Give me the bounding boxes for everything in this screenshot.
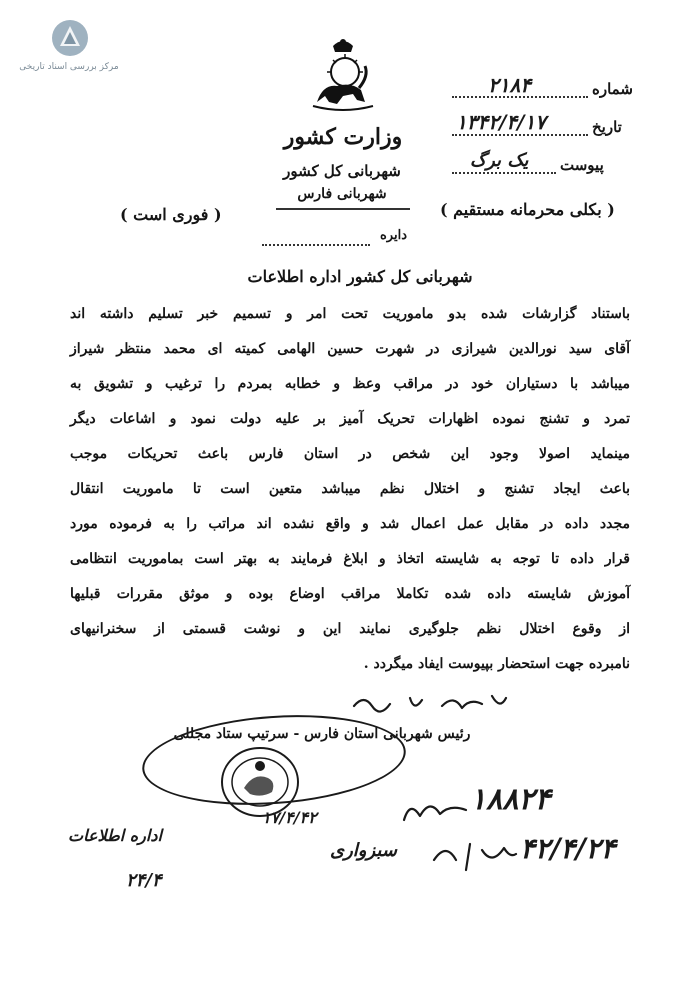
- number-value: ۲۱۸۴: [488, 73, 531, 97]
- signature-block: رئیس شهربانی استان فارس - سرتیپ ستاد مجللی: [173, 726, 471, 742]
- date-value: ۱۳۴۲/۴/۱۷: [456, 110, 546, 134]
- watermark-text: مرکز بررسی اسناد تاریخی: [19, 62, 119, 72]
- handwritten-date-scribble-icon: [430, 836, 520, 876]
- letter-title: شهربانی کل کشور اداره اطلاعات: [247, 267, 473, 286]
- header-divider: [276, 208, 410, 210]
- body-line: آموزش شایسته داده شده تکاملا مراقب اوضاع بوده و موثق مقررات قبلیها: [70, 586, 630, 602]
- attachment-value: یک برگ: [470, 150, 529, 171]
- body-line-last: نامبرده جهت استحضار بپیوست ایفاد میگردد .: [363, 656, 630, 672]
- body-line: میباشد با دستیاران خود در مراقب وعظ و خطابه بمردم را ترغیب و تشویق به: [70, 376, 630, 392]
- classification-notice: ( بکلی محرمانه مستقیم ): [440, 200, 615, 219]
- body-line: تمرد و تشنج نموده اظهارات تحریک آمیز بر علیه دولت نمود و اشاعات دیگر: [70, 411, 630, 427]
- national-police-line: شهربانی کل کشور: [283, 162, 401, 180]
- handwritten-squiggle-icon: [350, 688, 510, 718]
- handwritten-left-date: ۲۴/۴: [126, 870, 162, 891]
- handwritten-initials: اداره اطلاعات: [68, 826, 162, 845]
- body-line: از وقوع اختلال نظم جلوگیری نمایند این و نوشت قسمتی از سخنرانیهای: [70, 621, 630, 637]
- body-line: مجدد داده در مقابل عمل اعمال شد و واقع نشده اند مراتب را به فرموده مورد: [70, 516, 630, 532]
- body-line: آقای سید نورالدین شیرازی در شهرت حسین الهامی کمیته ای محمد منتظر شیراز: [70, 341, 630, 357]
- ministry-name: وزارت کشور: [283, 124, 403, 150]
- handwritten-number: ۱۸۸۲۴: [470, 782, 551, 817]
- registration-scribble-icon: [400, 790, 470, 830]
- handwritten-date: ۴۲/۴/۲۴: [520, 832, 616, 865]
- stamp-date: ۱۷/۴/۴۲: [262, 808, 317, 827]
- urgent-notice: ( فوری است ): [120, 205, 222, 224]
- body-line: باستناد گزارشات شده بدو ماموریت تحت امر و تسمیم خبر تسلیم داشته اند: [70, 306, 630, 322]
- date-dotline: [452, 134, 588, 136]
- number-label: شماره: [592, 80, 633, 98]
- lion-and-sun-emblem-icon: [303, 36, 383, 116]
- office-dotline: [262, 244, 370, 246]
- body-line: قرار داده تا توجه به شایسته اتخاذ و ابلاغ فرمایند به بهتر است بماموریت انتظامی: [70, 551, 630, 567]
- handwritten-note: سبزواری: [330, 840, 397, 861]
- archive-logo-icon: [50, 18, 90, 58]
- date-label: تاریخ: [592, 118, 622, 136]
- body-line: باعث ایجاد تشنج و اختلال نظم میباشد متعین است تا ماموریت انتقال: [70, 481, 630, 497]
- attachment-dotline: [452, 172, 556, 174]
- fars-police-line: شهربانی فارس: [297, 186, 387, 202]
- body-line: مینماید اصولا وجود این شخص در استان فارس باعث تحریکات موجب: [70, 446, 630, 462]
- office-label: دایره: [380, 228, 408, 243]
- attachment-label: پیوست: [560, 156, 604, 174]
